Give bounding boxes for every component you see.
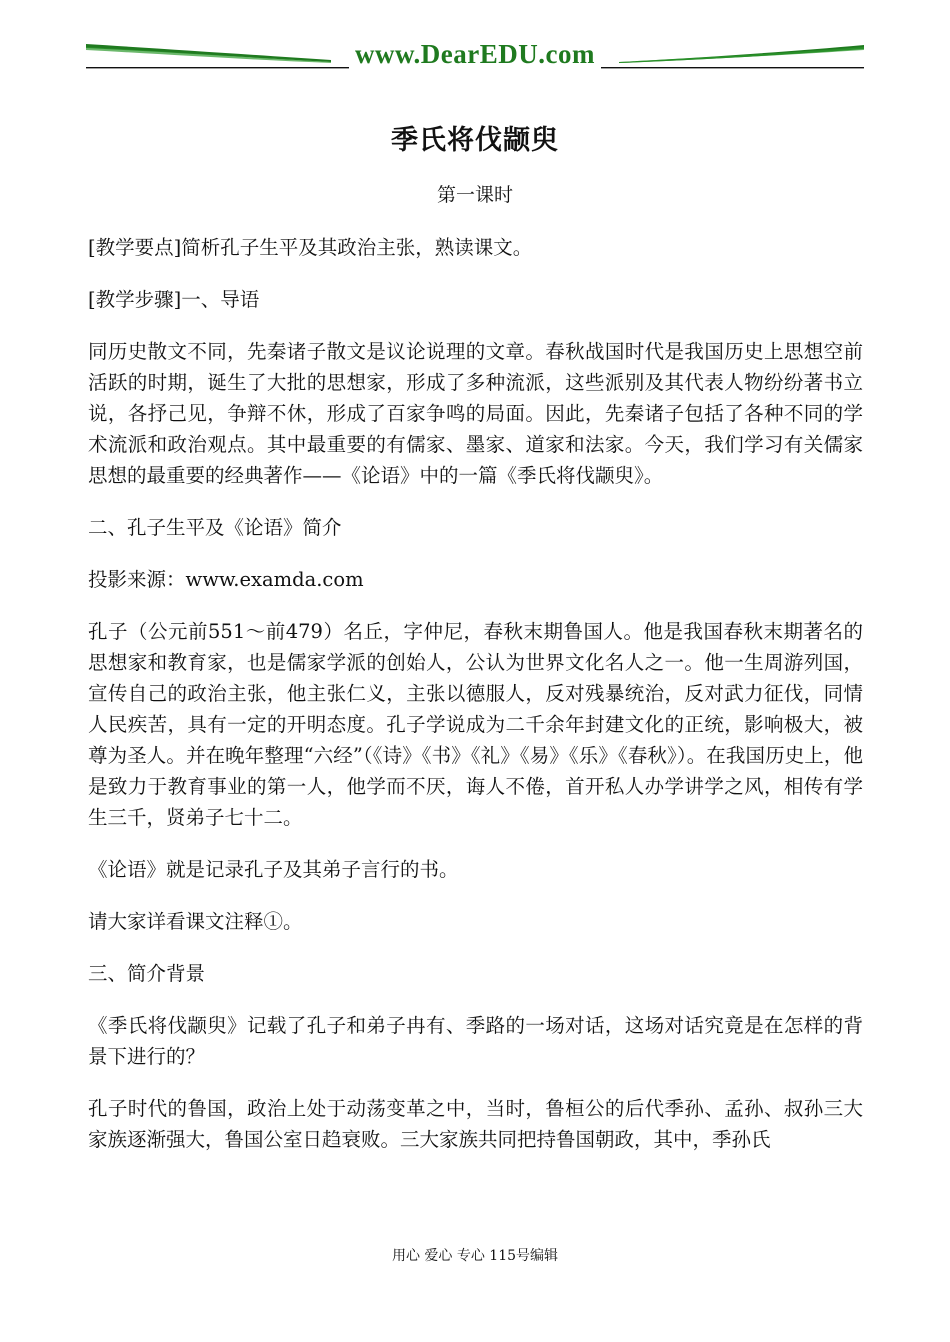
paragraph-notes: 请大家详看课文注释①。 <box>88 910 303 933</box>
paragraph-lu-state: 孔子时代的鲁国，政治上处于动荡变革之中，当时，鲁桓公的后代季孙、孟孙、叔孙三大家族逐渐强大，鲁国公室日趋衰败。三大家族共同把持鲁国朝政，其中，季孙氏 <box>88 1097 863 1151</box>
paragraph-confucius-bio: 孔子（公元前551～前479）名丘，字仲尼，春秋末期鲁国人。他是我国春秋末期著名的思想家和教育家，也是儒家学派的创始人，公认为世界文化名人之一。他一生周游列国，宣传自己的政治主张，他主张仁义，主张以德服人，反对残暴统治，反对武力征伐，同情人民疾苦，具有一定的开明态度。孔子学说成为二千余年封建文化的正统，影响极大，被尊为圣人。并在晚年整理“六经”（《诗》《书》《礼》《易》《乐》《春秋》）。在我国历史上，他是致力于教育事业的第一人，他学而不厌，诲人不倦，首开私人办学讲学之风，相传有学生三千，贤弟子七十二。 <box>88 620 863 829</box>
section-heading-background: 三、简介背景 <box>88 962 206 985</box>
site-logo-text: www.DearEDU.com <box>86 39 864 70</box>
document-title: 季氏将伐颛臾 <box>391 125 559 156</box>
paragraph-introduction: 同历史散文不同，先秦诸子散文是议论说理的文章。春秋战国时代是我国历史上思想空前活跃的时期，诞生了大批的思想家，形成了多种流派，这些派别及其代表人物纷纷著书立说，各抒己见，争辩不休，形成了百家争鸣的局面。因此，先秦诸子包括了各种不同的学术流派和政治观点。其中最重要的有儒家、墨家、道家和法家。今天，我们学习有关儒家思想的最重要的经典著作——《论语》中的一篇《季氏将伐颛臾》。 <box>88 340 863 487</box>
document-body <box>88 232 863 1176</box>
page-footer: 用心 爱心 专心 115号编辑 <box>391 1248 559 1264</box>
section-heading-confucius: 二、孔子生平及《论语》简介 <box>88 516 342 539</box>
paragraph-teaching-steps: [教学步骤]一、导语 <box>88 288 260 311</box>
document-subtitle: 第一课时 <box>436 184 513 206</box>
paragraph-dialogue: 《季氏将伐颛臾》记载了孔子和弟子冉有、季路的一场对话，这场对话究竟是在怎样的背景下进行的？ <box>88 1014 863 1068</box>
paragraph-source: 投影来源：www.examda.com <box>88 568 364 591</box>
paragraph-analects: 《论语》就是记录孔子及其弟子言行的书。 <box>88 858 459 881</box>
paragraph-teaching-points: [教学要点]简析孔子生平及其政治主张，熟读课文。 <box>88 236 533 259</box>
site-header-banner <box>86 36 864 72</box>
